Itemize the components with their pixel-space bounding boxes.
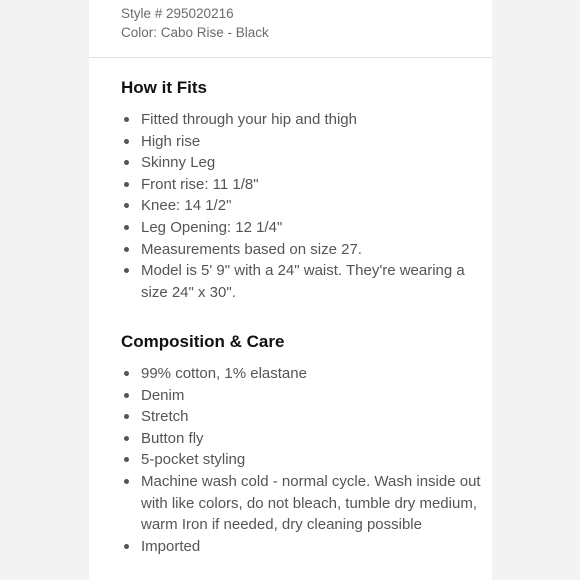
list-item: Leg Opening: 12 1/4" — [121, 217, 481, 239]
list-item: Imported — [121, 536, 481, 558]
list-item: Skinny Leg — [121, 152, 481, 174]
list-item: Fitted through your hip and thigh — [121, 109, 481, 131]
product-meta — [121, 4, 269, 42]
how-it-fits-heading: How it Fits — [121, 78, 207, 97]
list-item: Model is 5' 9" with a 24" waist. They're wearing a size 24" x 30". — [121, 260, 481, 303]
list-item: High rise — [121, 131, 481, 153]
list-item: Denim — [121, 385, 481, 407]
how-it-fits-section — [121, 77, 481, 303]
composition-care-heading: Composition & Care — [121, 332, 285, 351]
color-name: Color: Cabo Rise - Black — [121, 25, 269, 40]
list-item: Front rise: 11 1/8" — [121, 174, 481, 196]
section-divider — [89, 57, 492, 58]
list-item: Measurements based on size 27. — [121, 239, 481, 261]
composition-care-list — [121, 363, 481, 557]
style-number: Style # 295020216 — [121, 6, 234, 21]
list-item: 99% cotton, 1% elastane — [121, 363, 481, 385]
list-item: Knee: 14 1/2" — [121, 195, 481, 217]
list-item: 5-pocket styling — [121, 449, 481, 471]
list-item: Stretch — [121, 406, 481, 428]
list-item: Machine wash cold - normal cycle. Wash inside out with like colors, do not bleach, tumble dry medium, warm Iron if needed, dry cleaning possible — [121, 471, 481, 536]
how-it-fits-list — [121, 109, 481, 303]
list-item: Button fly — [121, 428, 481, 450]
composition-care-section — [121, 331, 481, 557]
